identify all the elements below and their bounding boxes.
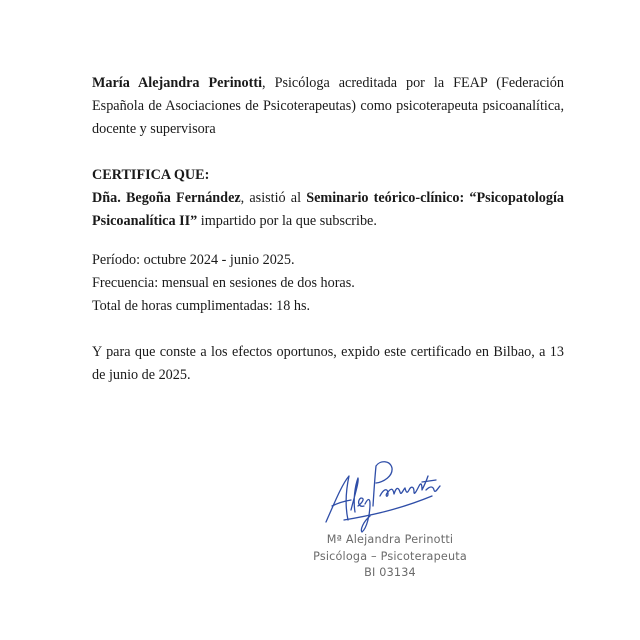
- issuer-credentials: , Psicóloga acreditada por la FEAP (Federación Española de Asociaciones de Psicoterapeutas) como psicoterapeuta psicoanalítica, docente y supervisora: [92, 75, 564, 137]
- certifica-heading: CERTIFICA QUE:: [92, 167, 210, 183]
- seminar-title: Seminario teórico-clínico: “Psicopatología Psicoanalítica II”: [92, 190, 564, 229]
- total-hours-line: Total de horas cumplimentadas: 18 hs.: [92, 298, 311, 314]
- attendee-name: Dña. Begoña Fernández: [92, 190, 241, 206]
- intro-paragraph: [92, 72, 564, 141]
- stamp-profession: Psicóloga – Psicoterapeuta: [313, 549, 467, 563]
- stamp-name: Mª Alejandra Perinotti: [326, 533, 454, 546]
- period-line: Período: octubre 2024 - junio 2025.: [92, 252, 295, 268]
- stamp-license: BI 03134: [364, 566, 416, 579]
- certifica-connector: , asistió al: [240, 190, 307, 206]
- signature-stamp: [300, 532, 480, 582]
- certifica-tail: impartido por la que subscribe.: [197, 213, 377, 229]
- certifica-paragraph: [92, 187, 564, 233]
- issuer-name: María Alejandra Perinotti: [92, 75, 263, 91]
- handwritten-signature: [318, 446, 448, 536]
- frequency-line: Frecuencia: mensual en sesiones de dos horas.: [92, 275, 355, 291]
- details-block: [92, 249, 564, 318]
- closing-paragraph: Y para que conste a los efectos oportunos, expido este certificado en Bilbao, a 13 de junio de 2025.: [92, 344, 564, 383]
